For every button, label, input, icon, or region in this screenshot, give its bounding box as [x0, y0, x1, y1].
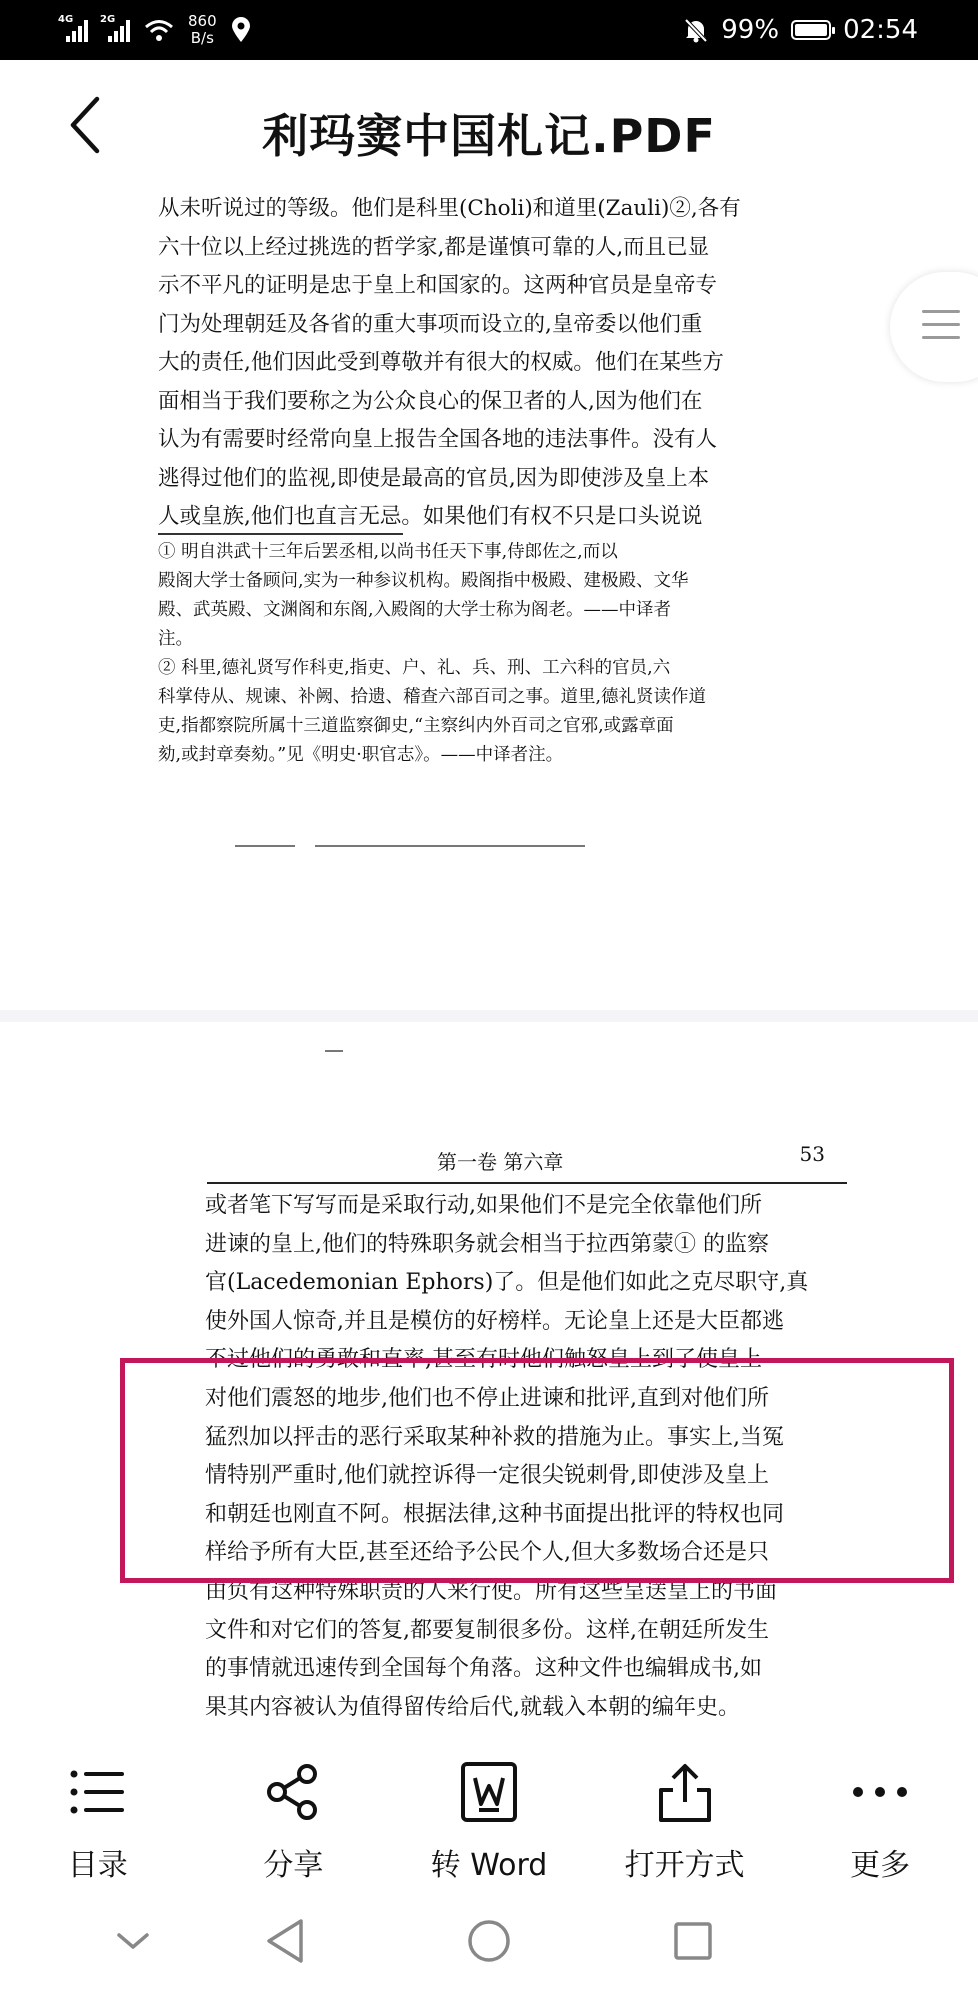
text-line: 不过他们的勇敢和直率,甚至有时他们触怒皇上到了使皇上 — [205, 1347, 762, 1373]
network-gen-label: 4G — [58, 14, 74, 25]
text-line: 情特别严重时,他们就控诉得一定很尖锐刺骨,即使涉及皇上 — [205, 1463, 769, 1489]
footnotes — [158, 538, 803, 770]
footnote-line: 科掌侍从、规谏、补阙、拾遗、稽查六部百司之事。道里,德礼贤读作道 — [158, 687, 707, 707]
collapse-button[interactable] — [105, 1913, 161, 1969]
scan-artifact — [235, 845, 295, 847]
system-nav-bar — [0, 1885, 978, 1995]
collapse-icon — [113, 1929, 153, 1953]
text-line: 文件和对它们的答复,都要复制很多份。这样,在朝廷所发生 — [205, 1617, 769, 1643]
menu-lines-icon — [922, 310, 960, 349]
bell-muted-icon — [683, 17, 709, 43]
signal-icon — [100, 14, 130, 42]
clock: 02:54 — [843, 15, 918, 45]
text-line: 六十位以上经过挑选的哲学家,都是谨慎可靠的人,而且已显 — [158, 234, 710, 260]
pdf-page[interactable] — [0, 1022, 978, 1742]
convert-word-button[interactable] — [391, 1740, 587, 1885]
scan-artifact — [325, 1050, 343, 1052]
back-icon — [263, 1917, 307, 1965]
footnote-line: 吏,指都察院所属十三道监察御史,“主察纠内外百司之官邪,或露章面 — [158, 716, 674, 736]
text-line: 样给予所有大臣,甚至还给予公民个人,但大多数场合还是只 — [205, 1540, 769, 1566]
nav-recents-button[interactable] — [665, 1913, 721, 1969]
running-header — [207, 1142, 847, 1184]
signal-icon — [58, 14, 88, 42]
scan-artifact — [315, 845, 585, 847]
net-speed-unit: B/s — [190, 29, 214, 47]
more-label: 更多 — [850, 1848, 911, 1883]
nav-home-button[interactable] — [461, 1913, 517, 1969]
text-line: 逃得过他们的监视,即使是最高的官员,因为即使涉及皇上本 — [158, 465, 710, 491]
location-icon — [231, 17, 251, 43]
text-line: 使外国人惊奇,并且是模仿的好榜样。无论皇上还是大臣都逃 — [205, 1308, 784, 1334]
footnote-line: 注。 — [158, 629, 193, 649]
text-line: 认为有需要时经常向皇上报告全国各地的违法事件。没有人 — [158, 427, 718, 452]
nav-back-button[interactable] — [257, 1913, 313, 1969]
network-gen-label: 2G — [100, 14, 116, 25]
footnote-divider — [158, 533, 403, 535]
word-convert-icon — [457, 1760, 521, 1824]
text-line: 大的责任,他们因此受到尊敬并有很大的权威。他们在某些方 — [158, 350, 724, 375]
more-icon — [848, 1760, 912, 1824]
net-speed — [188, 13, 217, 47]
text-line: 门为处理朝廷及各省的重大事项而设立的,皇帝委以他们重 — [158, 311, 703, 337]
share-icon — [261, 1760, 325, 1824]
text-line: 进谏的皇上,他们的特殊职务就会相当于拉西第蒙① 的监察 — [205, 1231, 769, 1257]
document-title: 利玛窦中国札记.PDF — [262, 109, 716, 163]
running-head-text: 第一卷 第六章 — [437, 1150, 564, 1174]
convert-word-label: 转 Word — [430, 1848, 548, 1883]
title-bar — [0, 60, 978, 190]
share-label: 分享 — [263, 1848, 324, 1883]
text-line: 猛烈加以抨击的恶行采取某种补救的措施为止。事实上,当冤 — [205, 1424, 784, 1450]
more-button[interactable] — [782, 1740, 978, 1885]
text-line: 对他们震怒的地步,他们也不停止进谏和批评,直到对他们所 — [205, 1385, 769, 1411]
footnote-line: ② 科里,德礼贤写作科吏,指吏、户、礼、兵、刑、工六科的官员,六 — [158, 658, 671, 678]
toc-button[interactable] — [0, 1740, 196, 1885]
text-line: 由负有这种特殊职责的人来行使。所有这些呈送皇上的书面 — [205, 1578, 778, 1604]
page-number: 53 — [799, 1142, 825, 1166]
footnote-line: 劾,或封章奏劾。”见《明史·职官志》。——中译者注。 — [158, 745, 564, 765]
text-line: 人或皇族,他们也直言无忌。如果他们有权不只是口头说说 — [158, 504, 703, 529]
share-button[interactable] — [196, 1740, 392, 1885]
toc-label: 目录 — [67, 1848, 128, 1883]
footnote-line: 殿阁大学士备顾问,实为一种参议机构。殿阁指中极殿、建极殿、文华 — [158, 571, 689, 591]
page-body-text — [158, 190, 803, 537]
text-line: 果其内容被认为值得留传给后代,就载入本朝的编年史。 — [205, 1694, 740, 1720]
open-with-icon — [653, 1760, 717, 1824]
home-icon — [465, 1917, 513, 1965]
list-icon — [66, 1760, 130, 1824]
footnote-line: 殿、武英殿、文渊阁和东阁,入殿阁的大学士称为阁老。——中译者 — [158, 600, 672, 620]
open-with-label: 打开方式 — [624, 1848, 745, 1883]
page-body-text — [205, 1187, 850, 1727]
status-bar — [0, 0, 978, 60]
open-with-button[interactable] — [587, 1740, 783, 1885]
net-speed-value: 860 — [188, 12, 217, 30]
battery-percent: 99% — [721, 15, 780, 45]
battery-icon — [791, 20, 831, 40]
text-line: 和朝廷也刚直不阿。根据法律,这种书面提出批评的特权也同 — [205, 1501, 784, 1527]
bottom-toolbar — [0, 1740, 978, 1885]
text-line: 或者笔下写写而是采取行动,如果他们不是完全依靠他们所 — [205, 1193, 762, 1218]
footnote-line: ① 明自洪武十三年后罢丞相,以尚书任天下事,侍郎佐之,而以 — [158, 542, 618, 562]
text-line: 从未听说过的等级。他们是科里(Choli)和道里(Zauli)②,各有 — [158, 196, 741, 221]
text-line: 示不平凡的证明是忠于皇上和国家的。这两种官员是皇帝专 — [158, 273, 718, 298]
wifi-icon — [144, 18, 174, 42]
recents-icon — [671, 1919, 715, 1963]
text-line: 的事情就迅速传到全国每个角落。这种文件也编辑成书,如 — [205, 1656, 762, 1682]
pdf-page[interactable] — [0, 190, 978, 1010]
text-line: 面相当于我们要称之为公众良心的保卫者的人,因为他们在 — [158, 388, 703, 414]
text-line: 官(Lacedemonian Ephors)了。但是他们如此之克尽职守,真 — [205, 1270, 809, 1296]
